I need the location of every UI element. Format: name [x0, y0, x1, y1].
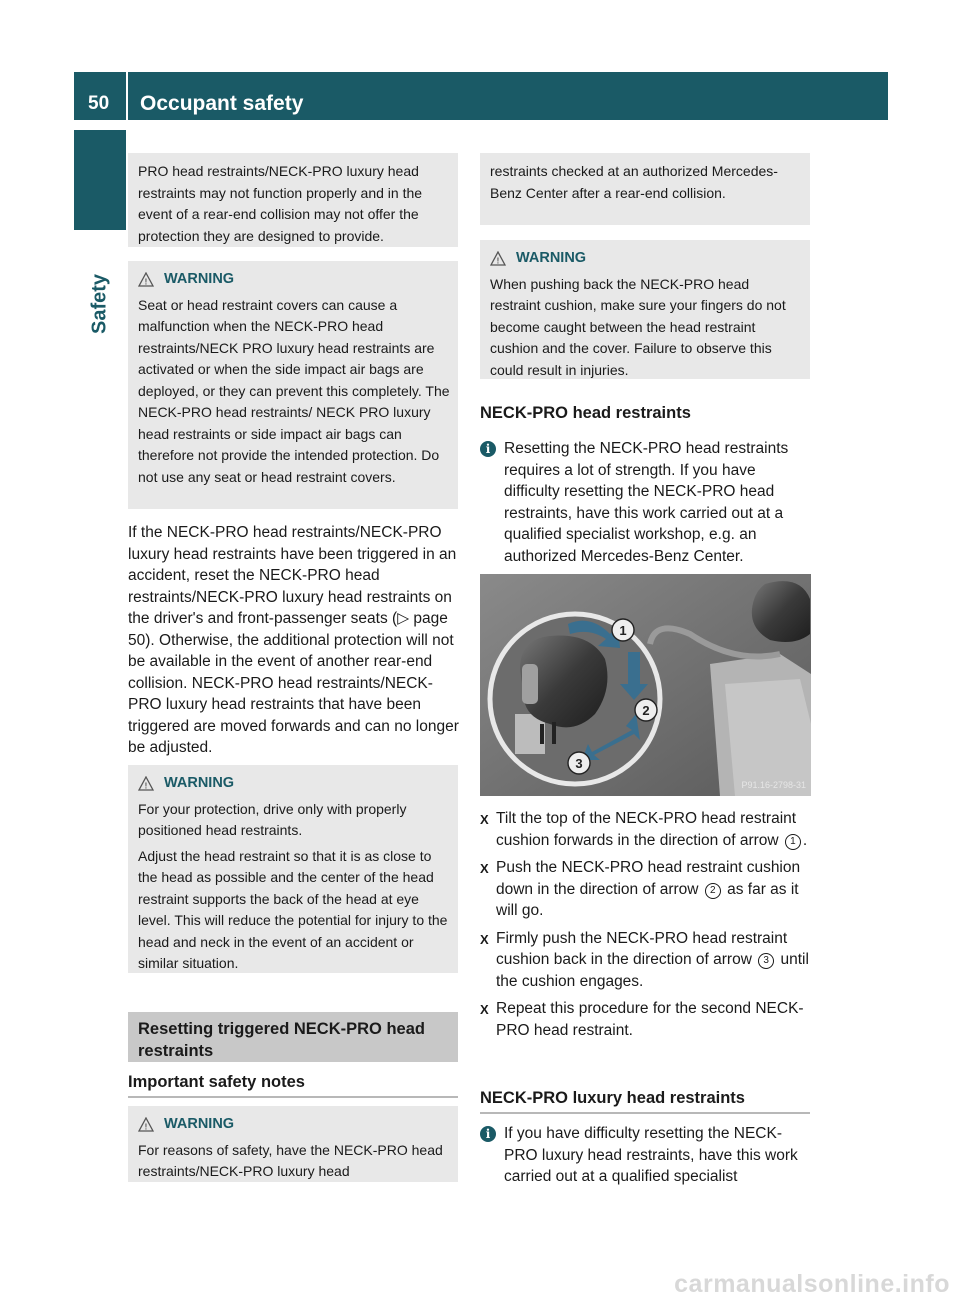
- subheading-neck-pro: NECK-PRO head restraints: [480, 404, 691, 422]
- warning-header: [138, 773, 450, 795]
- warning-title: WARNING: [164, 271, 235, 287]
- step-marker: X: [480, 1002, 489, 1017]
- illustration-svg: [480, 574, 811, 796]
- watermark: carmanualsonline.info: [674, 1270, 950, 1298]
- page-number: 50: [74, 72, 126, 120]
- side-tab-block: [74, 130, 126, 230]
- info-text: If you have difficulty resetting the NECK-PRO luxury head restraints, have this work carried out at a qualified specialist: [504, 1125, 798, 1185]
- warning-box-fingers: [480, 240, 810, 379]
- warning-text-1: For your protection, drive only with properly positioned head restraints.: [138, 800, 407, 838]
- notice-text: restraints checked at an authorized Mercedes-Benz Center after a rear-end collision.: [490, 163, 778, 201]
- header-divider: [126, 72, 128, 120]
- svg-text:!: !: [496, 256, 500, 266]
- info-text: Resetting the NECK-PRO head restraints requires a lot of strength. If you have difficulty resetting the NECK-PRO head restraints, have this work carried out at a qualified specialist workshop, e.g. an authorized Mercedes-Benz Center.: [504, 440, 789, 565]
- warning-title: WARNING: [516, 250, 587, 266]
- instruction-steps: [480, 808, 814, 1047]
- warning-text: Seat or head restraint covers can cause a malfunction when the NECK-PRO head restraints/NECK PRO luxury head restraints are activated or when the side impact air bags are deployed, or they can prevent this completely. The NECK-PRO head restraints/ NECK PRO luxury head restraints or side impact air bags can therefore not provide the intended protection. Do not use any seat or head restraint covers.: [138, 296, 450, 485]
- warning-header: [490, 248, 802, 270]
- step-text: [496, 808, 814, 851]
- callout-2: 2: [642, 703, 650, 718]
- warning-text: When pushing back the NECK-PRO head restraint cushion, make sure your fingers do not become caught between the head restraint cushion and the cover. Failure to observe this could result in injuries.: [490, 275, 786, 378]
- side-tab-label: Safety: [88, 273, 111, 335]
- step-text: [496, 928, 814, 993]
- warning-triangle-icon: [138, 272, 154, 287]
- notice-box-right: [480, 153, 810, 225]
- step-text: [496, 857, 814, 922]
- step-text: Repeat this procedure for the second NECK-PRO head restraint.: [496, 1000, 804, 1039]
- step-text-b: as far as it will go.: [496, 880, 799, 919]
- step-text-a: Tilt the top of the NECK-PRO head restraint cushion forwards in the direction of arrow: [496, 810, 797, 849]
- step-marker: X: [480, 931, 489, 947]
- section-heading: Resetting triggered NECK-PRO head restraints: [128, 1012, 458, 1062]
- warning-triangle-icon: [490, 251, 506, 266]
- step-marker: X: [480, 861, 489, 876]
- callout-1: 1: [619, 623, 627, 638]
- step-marker: X: [480, 812, 489, 827]
- step-item: [480, 857, 814, 922]
- page-reference-link[interactable]: ▷ page 50: [128, 610, 448, 649]
- warning-header: [138, 1114, 450, 1136]
- info-note-2: [480, 1123, 812, 1188]
- arrow-number: 2: [705, 883, 721, 899]
- subheading-luxury: NECK-PRO luxury head restraints: [480, 1089, 810, 1114]
- step-text-a: Firmly push the NECK-PRO head restraint cushion back in the direction of arrow: [496, 929, 788, 968]
- step-item: [480, 808, 814, 851]
- step-item: [480, 998, 814, 1041]
- page-title: Occupant safety: [140, 92, 304, 115]
- callout-3: 3: [575, 756, 583, 771]
- warning-title: WARNING: [164, 1116, 235, 1132]
- step-text-a: Push the NECK-PRO head restraint cushion down in the direction of arrow: [496, 859, 801, 898]
- info-icon: i: [480, 1126, 496, 1142]
- warning-triangle-icon: [138, 776, 154, 791]
- paragraph-text-a: If the NECK-PRO head restraints/NECK-PRO luxury head restraints have been triggered in an accident, reset the NECK-PRO head restraints/NECK-PRO luxury head restraints on the driver's and front-passenger seats (: [128, 524, 457, 627]
- warning-triangle-icon: [138, 1117, 154, 1132]
- step-item: [480, 928, 814, 993]
- warning-text: For reasons of safety, have the NECK-PRO head restraints/NECK-PRO luxury head: [138, 1141, 443, 1179]
- warning-title: WARNING: [164, 775, 235, 791]
- warning-box-positioning: [128, 765, 458, 973]
- notice-box-continued: [128, 153, 458, 247]
- svg-text:!: !: [144, 1122, 148, 1132]
- info-note-1: [480, 438, 812, 567]
- warning-text-2: Adjust the head restraint so that it is as close to the head as possible and the center of the head restraint supports the back of the head at eye level. This will reduce the potential for injury to the head and neck in the event of an accident or similar situation.: [138, 847, 448, 971]
- paragraph-text-b: ). Otherwise, the additional protection will not be available in the event of another rear-end collision. NECK-PRO head restraints/NECK-PRO luxury head restraints that have been triggered are moved forwards and can no longer be adjusted.: [128, 631, 459, 756]
- step-text-b: .: [802, 831, 808, 849]
- step-text-b: until the cushion engages.: [496, 951, 809, 990]
- warning-box-covers: [128, 261, 458, 509]
- svg-text:!: !: [144, 277, 148, 287]
- svg-text:!: !: [144, 781, 148, 791]
- side-tab: [74, 244, 126, 364]
- head-restraint-illustration: [480, 574, 811, 796]
- warning-box-check: [128, 1106, 458, 1182]
- arrow-number: 3: [758, 953, 774, 969]
- warning-header: [138, 269, 450, 291]
- image-code: P91.16-2798-31: [741, 780, 806, 790]
- notice-text: PRO head restraints/NECK-PRO luxury head restraints may not function properly and in the event of a rear-end collision may not offer the protection they are designed to provide.: [138, 163, 423, 244]
- arrow-number: 1: [785, 834, 801, 850]
- info-icon: i: [480, 441, 496, 457]
- body-paragraph-reset: [128, 522, 462, 759]
- subheading-safety-notes: Important safety notes: [128, 1073, 458, 1098]
